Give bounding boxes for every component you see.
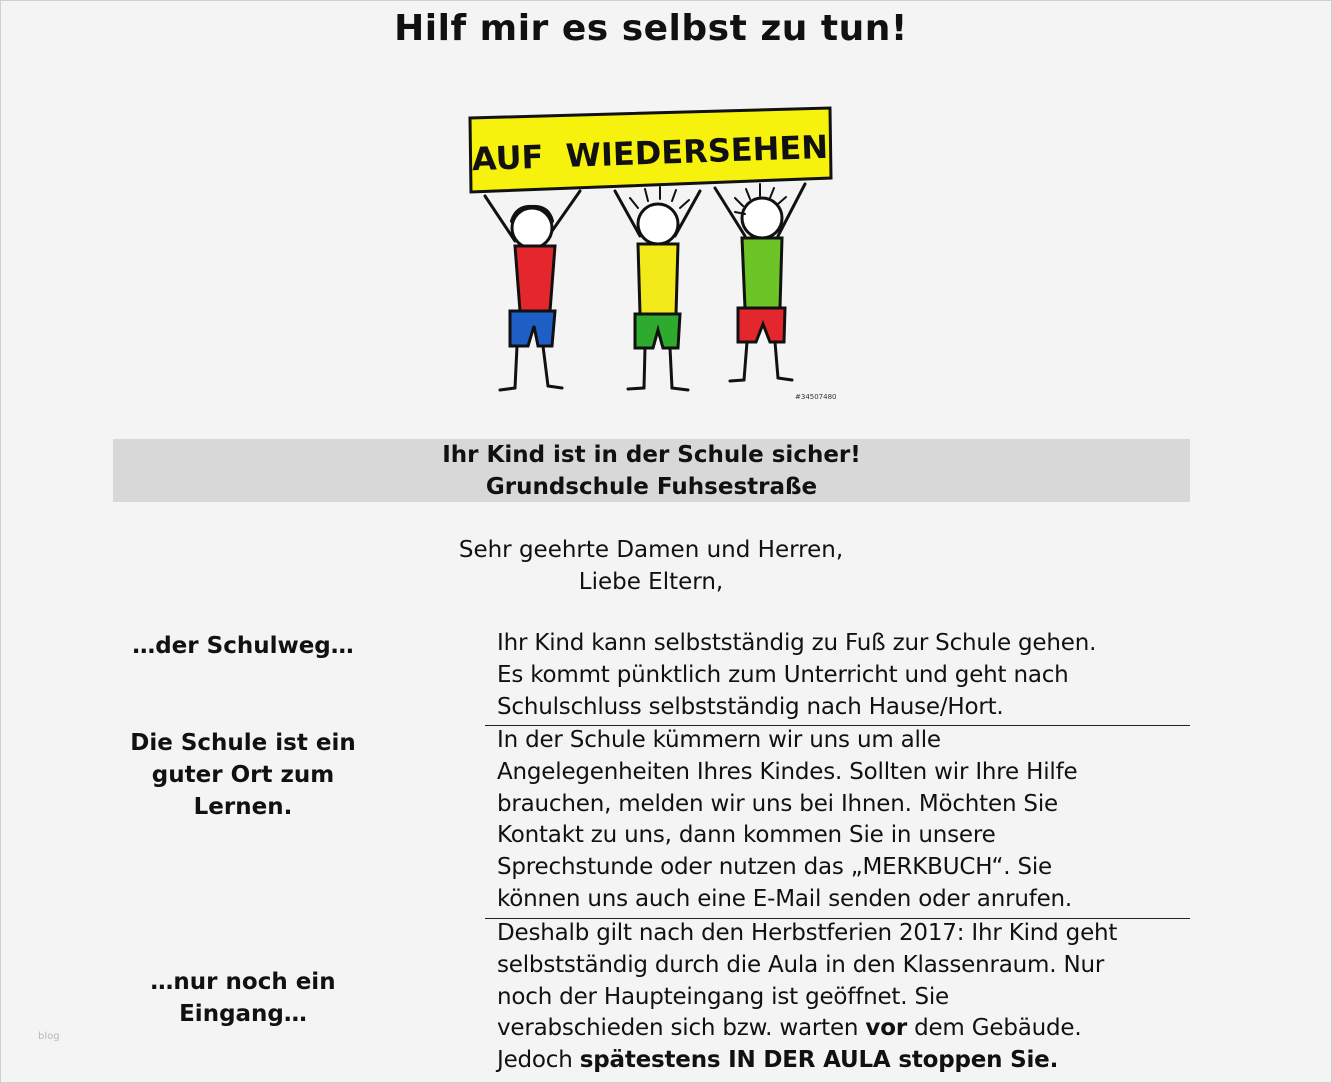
stock-image-id: #34507480 <box>795 393 837 401</box>
sign <box>470 108 831 192</box>
text-span: dem Gebäude. <box>906 1015 1082 1042</box>
text-line: Es kommt pünktlich zum Unterricht und geht nach <box>497 661 1069 688</box>
text-line: Kontakt zu uns, dann kommen Sie in unsere <box>497 822 996 849</box>
text-line <box>497 1013 1187 1045</box>
banner-line-1: Ihr Kind ist in der Schule sicher! <box>442 442 861 468</box>
greeting <box>0 534 1302 598</box>
banner-line-2: Grundschule Fuhsestraße <box>485 474 818 500</box>
text-span: Jedoch <box>497 1047 580 1074</box>
school-banner <box>113 439 1190 502</box>
text-line: Angelegenheiten Ihres Kindes. Sollten wir Ihre Hilfe <box>497 758 1078 785</box>
text-line: brauchen, melden wir uns bei Ihnen. Möchten Sie <box>497 790 1058 817</box>
section-label-schulweg: …der Schulweg… <box>132 633 354 659</box>
emphasis-vor: vor <box>865 1015 907 1042</box>
text-line: selbstständig durch die Aula in den Klassenraum. Nur <box>497 951 1105 978</box>
section-label-guter-ort: Die Schule ist ein guter Ort zum Lernen. <box>130 730 356 820</box>
text-line: Schulschluss selbstständig nach Hause/Hort. <box>497 693 1004 720</box>
section-text-schulweg <box>497 628 1187 723</box>
kids-farewell-illustration <box>460 96 860 416</box>
section-label-eingang: …nur noch ein Eingang… <box>150 969 336 1027</box>
greeting-line-2: Liebe Eltern, <box>578 569 724 595</box>
section-text-guter-ort <box>497 725 1187 916</box>
watermark: blog <box>38 1031 60 1042</box>
text-line <box>497 1045 1187 1077</box>
section-text-eingang <box>497 918 1187 1077</box>
text-line: noch der Haupteingang ist geöffnet. Sie <box>497 983 950 1010</box>
kid-yellow <box>615 187 700 390</box>
kid-green <box>715 184 805 381</box>
text-line: Deshalb gilt nach den Herbstferien 2017: Ihr Kind geht <box>497 920 1118 946</box>
page-title: Hilf mir es selbst zu tun! <box>394 8 908 49</box>
emphasis-aula: spätestens IN DER AULA stoppen Sie. <box>579 1047 1059 1074</box>
text-line: In der Schule kümmern wir uns um alle <box>497 727 941 753</box>
greeting-line-1: Sehr geehrte Damen und Herren, <box>458 537 844 563</box>
text-line: Ihr Kind kann selbstständig zu Fuß zur Schule gehen. <box>497 630 1097 656</box>
kid-red <box>485 191 580 390</box>
sign-text: AUF WIEDERSEHEN <box>471 127 829 179</box>
text-span: verabschieden sich bzw. warten <box>497 1015 866 1042</box>
text-line: können uns auch eine E-Mail senden oder anrufen. <box>497 885 1073 912</box>
text-line: Sprechstunde oder nutzen das „MERKBUCH“. Sie <box>497 854 1052 881</box>
